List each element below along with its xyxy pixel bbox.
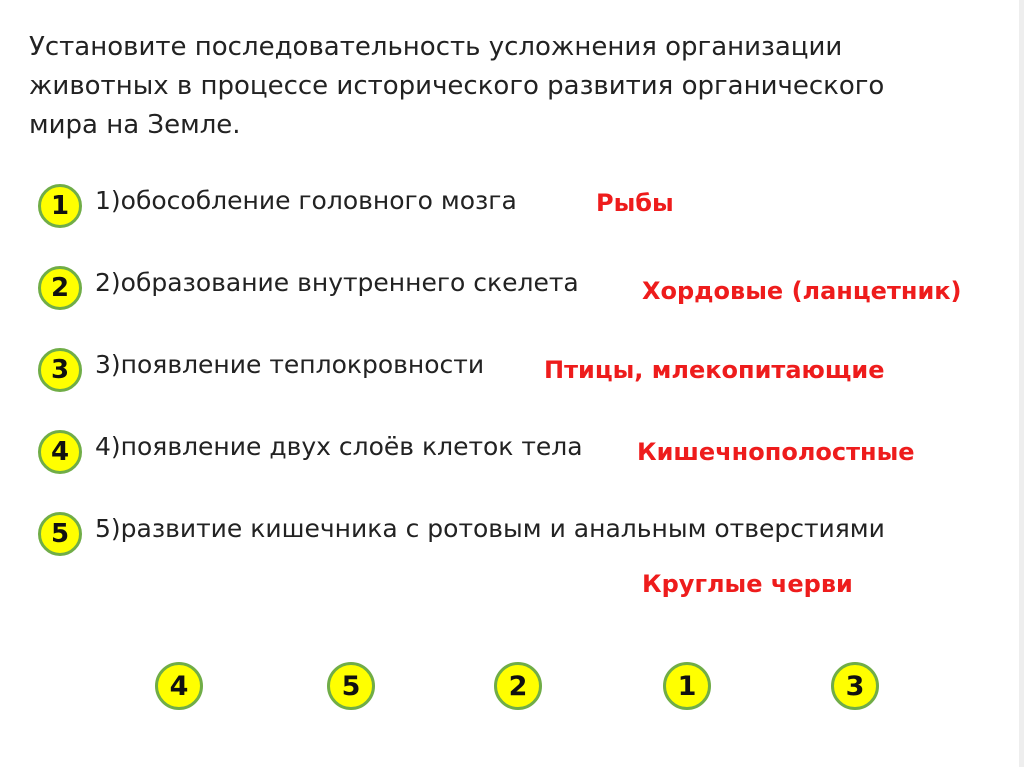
answer-label-4: Кишечнополостные <box>637 438 915 466</box>
sequence-badge-2: 5 <box>327 662 375 710</box>
statement-3: 3)появление теплокровности <box>95 350 485 379</box>
item-number-badge-2: 2 <box>38 266 82 310</box>
statement-1: 1)обособление головного мозга <box>95 186 517 215</box>
answer-label-2: Хордовые (ланцетник) <box>642 277 962 305</box>
statement-4: 4)появление двух слоёв клеток тела <box>95 432 583 461</box>
answer-label-5: Круглые черви <box>642 570 853 598</box>
item-number-badge-4: 4 <box>38 430 82 474</box>
question-text: Установите последовательность усложнения организации животных в процессе исторического развития органического мира на Земле. <box>29 32 885 140</box>
sequence-badge-5: 3 <box>831 662 879 710</box>
sequence-badge-1: 4 <box>155 662 203 710</box>
slide-edge <box>1019 0 1024 767</box>
answer-label-3: Птицы, млекопитающие <box>544 356 885 384</box>
item-number-badge-3: 3 <box>38 348 82 392</box>
item-number-badge-1: 1 <box>38 184 82 228</box>
sequence-badge-3: 2 <box>494 662 542 710</box>
statement-5: 5)развитие кишечника с ротовым и анальным отверстиями <box>95 514 885 543</box>
item-number-badge-5: 5 <box>38 512 82 556</box>
statement-2: 2)образование внутреннего скелета <box>95 268 579 297</box>
sequence-badge-4: 1 <box>663 662 711 710</box>
answer-label-1: Рыбы <box>596 189 674 217</box>
